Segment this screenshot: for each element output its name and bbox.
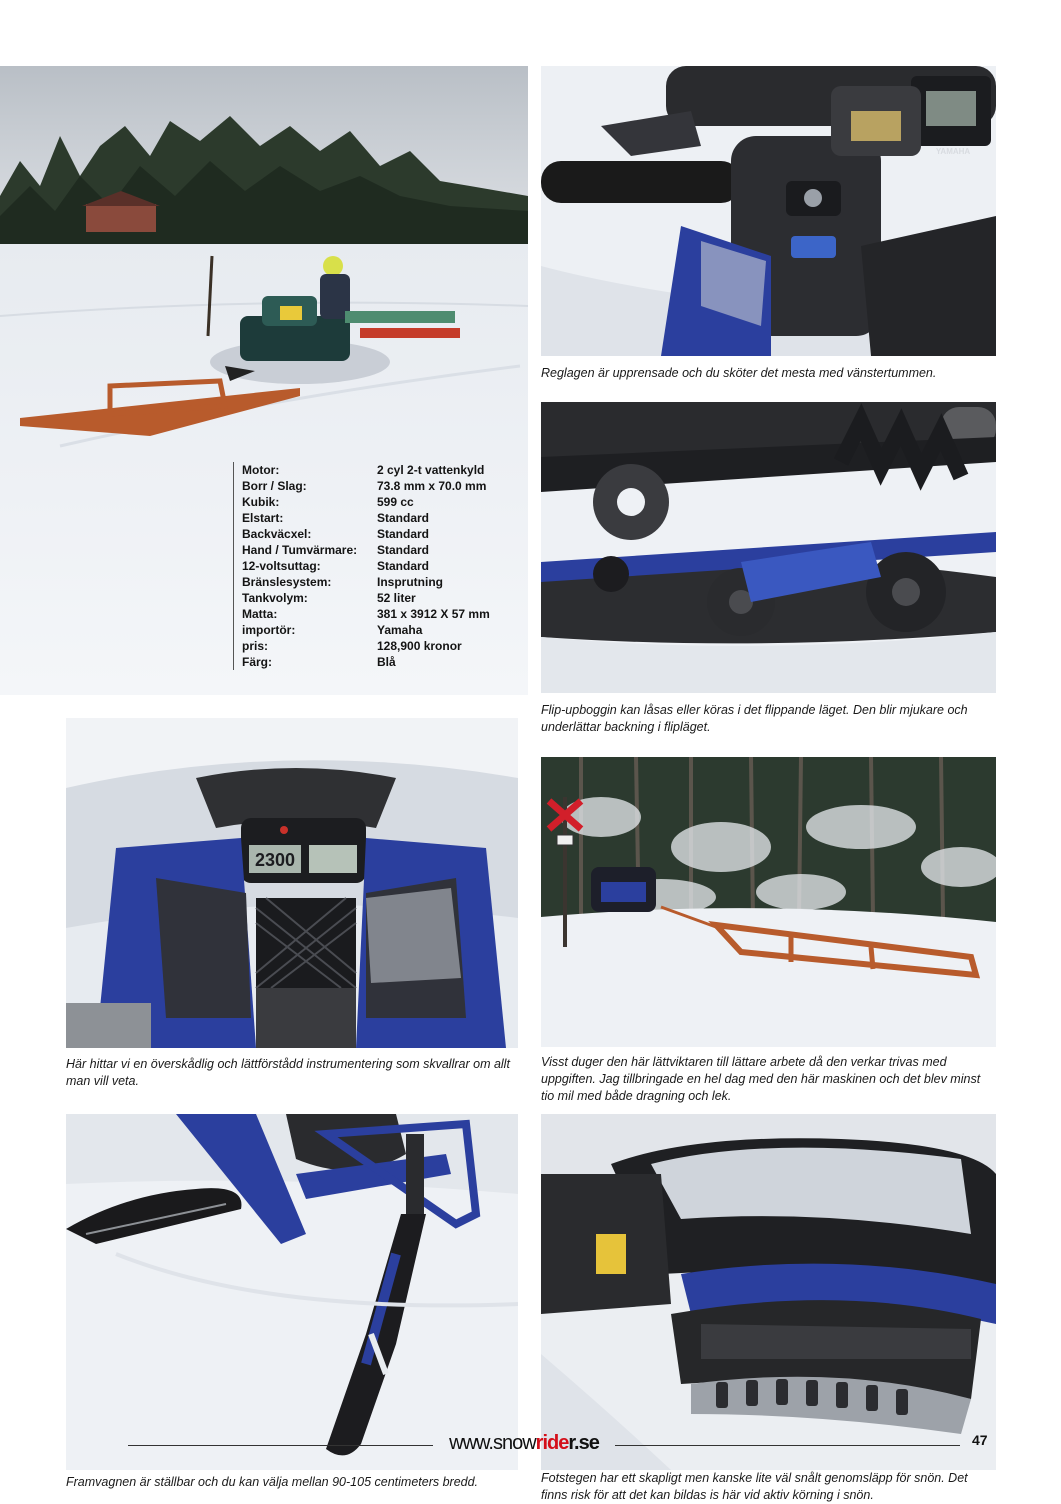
spec-row	[242, 542, 522, 558]
spec-key: Kubik:	[242, 495, 280, 509]
spec-row	[242, 654, 522, 670]
spec-key: pris:	[242, 639, 269, 653]
spec-value: Yamaha	[377, 623, 423, 637]
spec-row	[242, 606, 522, 622]
page-number: 47	[972, 1432, 988, 1448]
handlebar-brand-label: YAMAHA	[935, 147, 971, 156]
photo-towing-forest	[541, 757, 996, 1047]
caption-boggie: Flip-upboggin kan låsas eller köras i det flippande läget. Den blir mjukare och underlättar backning i flipläget.	[541, 703, 968, 734]
footer-brand-url[interactable]	[438, 1432, 610, 1455]
spec-row	[242, 622, 522, 638]
spec-value: 73.8 mm x 70.0 mm	[377, 479, 487, 493]
spec-value: Standard	[377, 527, 430, 541]
spec-row	[242, 638, 522, 654]
spec-row	[242, 494, 522, 510]
spec-row	[242, 510, 522, 526]
spec-value: 599 cc	[377, 495, 414, 509]
spec-row	[242, 478, 522, 494]
caption-front: Framvagnen är ställbar och du kan välja mellan 90-105 centimeters bredd.	[66, 1475, 479, 1489]
gauge-brand-label: YAMAHA	[288, 883, 324, 892]
spec-value: 381 x 3912 X 57 mm	[377, 607, 490, 621]
spec-key: Borr / Slag:	[242, 479, 307, 493]
spec-row	[242, 526, 522, 542]
spec-row	[242, 558, 522, 574]
brand-highlight: ride	[535, 1432, 569, 1454]
spec-value: Standard	[377, 511, 430, 525]
spec-value: Blå	[377, 655, 396, 669]
footer-rule-right	[615, 1445, 960, 1446]
spec-value: 52 liter	[377, 591, 416, 605]
spec-key: Elstart:	[242, 511, 284, 525]
spec-table	[233, 462, 522, 670]
photo-dashboard-gauge	[66, 718, 518, 1048]
spec-key: Hand / Tumvärmare:	[242, 543, 358, 557]
spec-key: Färg:	[242, 655, 272, 669]
photo-track-boggie	[541, 402, 996, 693]
photo-front-suspension	[66, 1114, 518, 1470]
spec-key: importör:	[242, 623, 296, 637]
spec-row	[242, 462, 522, 478]
spec-value: Standard	[377, 559, 430, 573]
spec-key: Matta:	[242, 607, 278, 621]
caption-gauge: Här hittar vi en överskådlig och lättförstådd instrumentering som skvallrar om allt man vill veta.	[66, 1057, 510, 1088]
gauge-speed-readout: 2300	[254, 850, 296, 870]
brand-suffix: r.se	[568, 1432, 599, 1454]
photo-footrest	[541, 1114, 996, 1470]
spec-value: Insprutning	[377, 575, 443, 589]
spec-value: Standard	[377, 543, 430, 557]
photo-handlebar-controls	[541, 66, 996, 356]
spec-row	[242, 590, 522, 606]
spec-key: Bränslesystem:	[242, 575, 332, 589]
spec-key: Motor:	[242, 463, 280, 477]
caption-footrest: Fotstegen har ett skapligt men kanske lite väl snålt genomsläpp för snön. Det finns risk för att det kan bildas is här vid aktiv körning i snön.	[541, 1471, 968, 1502]
spec-key: 12-voltsuttag:	[242, 559, 321, 573]
spec-row	[242, 574, 522, 590]
caption-towing: Visst duger den här lättviktaren till lättare arbete då den verkar trivas med uppgiften. Jag tillbringade en hel dag med den här maskinen och det blev minst tio mil med både dragning och lek.	[541, 1055, 981, 1103]
footer-rule-left	[128, 1445, 433, 1446]
caption-controls: Reglagen är upprensade och du sköter det mesta med vänstertummen.	[541, 366, 937, 380]
spec-key: Backväcxel:	[242, 527, 312, 541]
spec-value: 2 cyl 2-t vattenkyld	[377, 463, 485, 477]
brand-prefix: www.snow	[449, 1432, 536, 1454]
spec-key: Tankvolym:	[242, 591, 308, 605]
spec-value: 128,900 kronor	[377, 639, 462, 653]
